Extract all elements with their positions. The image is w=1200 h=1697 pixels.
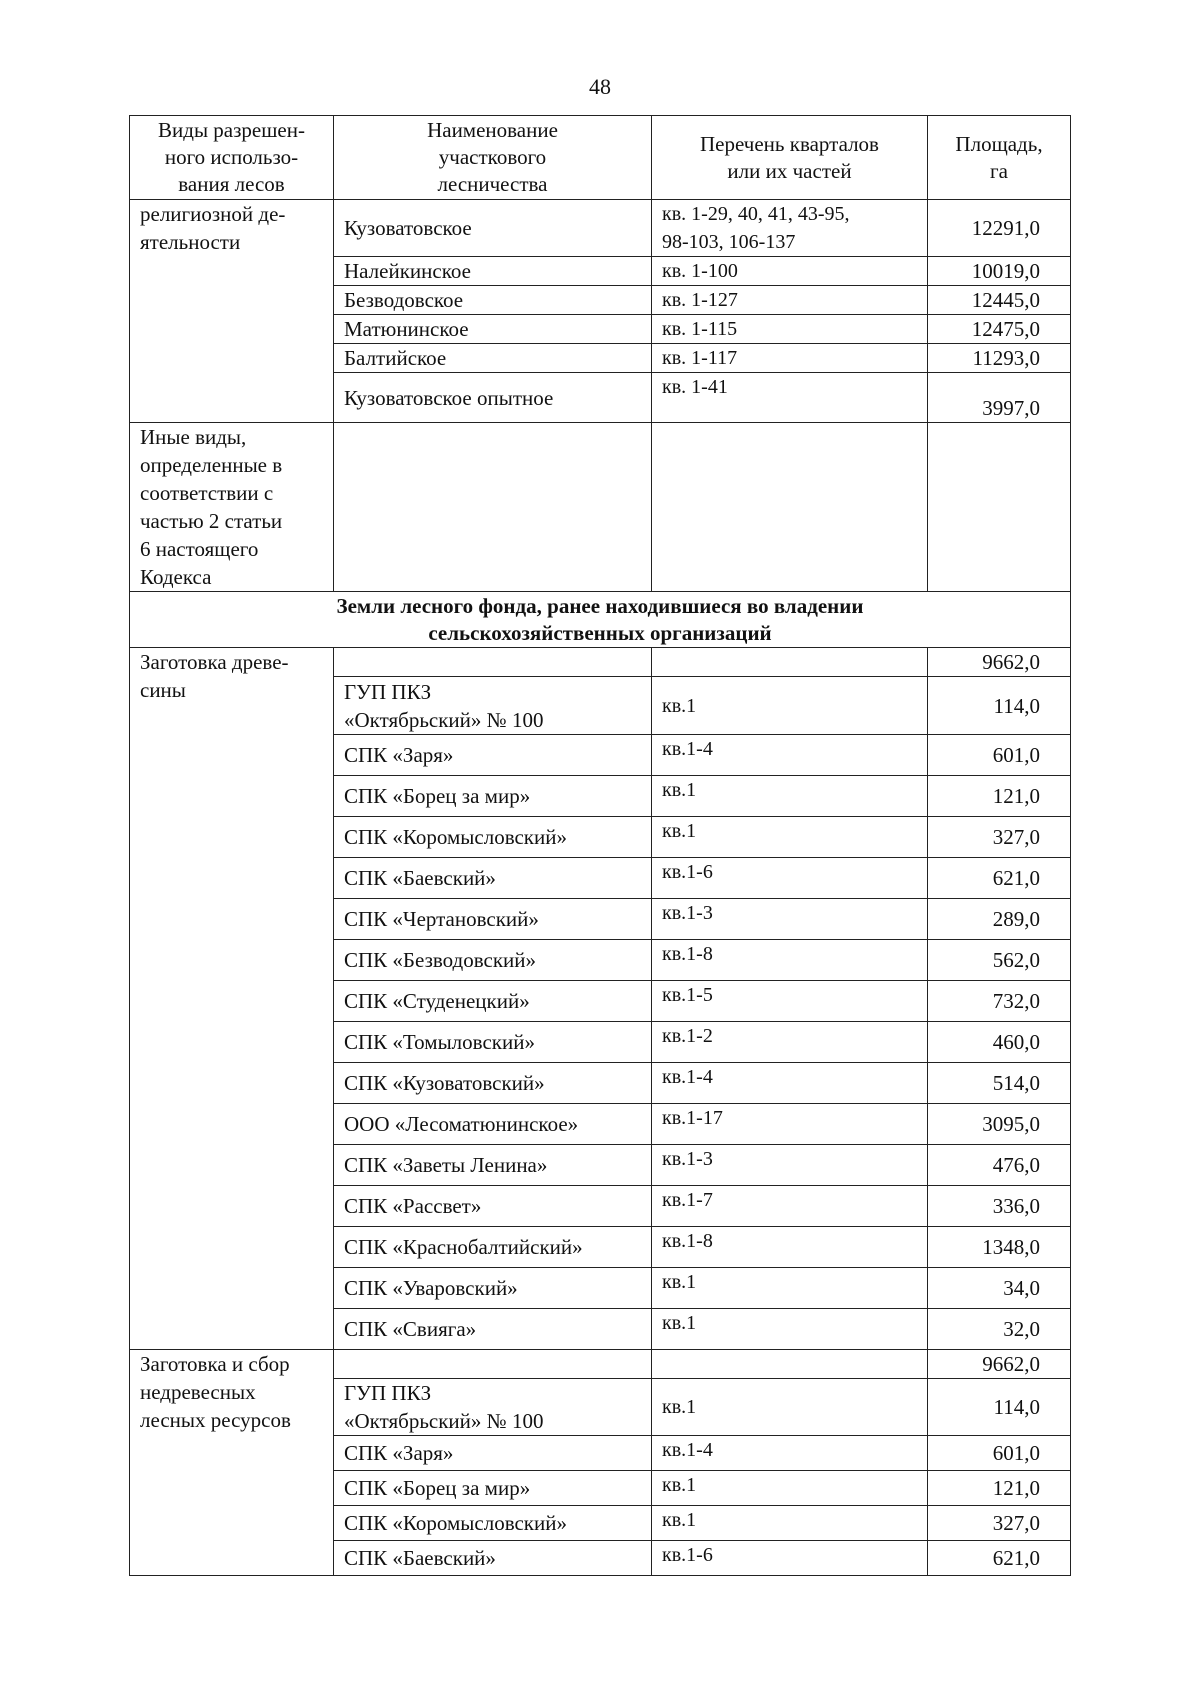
section-title	[130, 592, 1071, 648]
quarters-cell: кв.1-5	[652, 981, 928, 1022]
area-cell: 514,0	[928, 1063, 1071, 1104]
quarters-cell: кв.1	[652, 1309, 928, 1350]
section-title-row	[130, 592, 1071, 648]
area-cell: 114,0	[928, 1379, 1071, 1436]
text-line: лесничества	[437, 172, 548, 196]
header-quarters	[652, 116, 928, 200]
text-line: кв. 1-117	[662, 347, 738, 369]
area-cell: 621,0	[928, 1541, 1071, 1576]
text-line: ООО «Лесоматюнинское»	[344, 1112, 579, 1136]
area-cell: 476,0	[928, 1145, 1071, 1186]
quarters-cell: кв.1	[652, 1379, 928, 1436]
area-cell: 11293,0	[928, 344, 1071, 373]
quarters-cell	[652, 648, 928, 677]
text-line: Площадь,	[955, 131, 1043, 156]
table-row	[130, 648, 1071, 677]
area-cell: 336,0	[928, 1186, 1071, 1227]
header-row	[130, 116, 1071, 200]
use-type-cell	[130, 1350, 334, 1576]
area-cell: 12475,0	[928, 315, 1071, 344]
quarters-cell: кв.1-2	[652, 1022, 928, 1063]
organization-name-cell	[334, 1506, 652, 1541]
total-area-cell: 9662,0	[928, 1350, 1071, 1379]
text-line: СПК «Свияга»	[344, 1317, 477, 1341]
forestry-name-cell: Налейкинское	[334, 257, 652, 286]
area-cell: 601,0	[928, 735, 1071, 776]
text-line: сельскохозяйственных организаций	[428, 620, 772, 645]
table-row	[130, 1350, 1071, 1379]
organization-name-cell	[334, 858, 652, 899]
quarters-cell: кв.1-8	[652, 940, 928, 981]
text-line: определенные в	[140, 453, 283, 477]
forestry-name-cell: Матюнинское	[334, 315, 652, 344]
header-use-type	[130, 116, 334, 200]
area-cell: 3095,0	[928, 1104, 1071, 1145]
quarters-cell: кв.1	[652, 1506, 928, 1541]
text-line: СПК «Борец за мир»	[344, 784, 531, 808]
area-cell: 121,0	[928, 1471, 1071, 1506]
forestry-name-cell: Балтийское	[334, 344, 652, 373]
forestry-name-cell	[334, 648, 652, 677]
text-line: Виды разрешен-	[158, 118, 305, 142]
area-cell: 327,0	[928, 1506, 1071, 1541]
organization-name-cell	[334, 899, 652, 940]
text-line: Кодекса	[140, 565, 212, 589]
text-line: СПК «Студенецкий»	[344, 989, 530, 1013]
quarters-cell	[652, 286, 928, 315]
quarters-cell: кв.1-7	[652, 1186, 928, 1227]
area-cell	[928, 423, 1071, 592]
organization-name-cell	[334, 1436, 652, 1471]
text-line: Заготовка древе-	[140, 650, 289, 674]
table-row	[130, 423, 1071, 592]
area-cell: 460,0	[928, 1022, 1071, 1063]
organization-name-cell	[334, 817, 652, 858]
organization-name-cell	[334, 981, 652, 1022]
text-line: религиозной де-	[140, 202, 286, 226]
area-cell: 289,0	[928, 899, 1071, 940]
text-line: СПК «Борец за мир»	[344, 1476, 531, 1500]
quarters-cell: кв.1	[652, 1268, 928, 1309]
area-cell: 10019,0	[928, 257, 1071, 286]
text-line: кв. 1-115	[662, 318, 738, 340]
text-line: СПК «Уваровский»	[344, 1276, 518, 1300]
area-cell: 3997,0	[928, 373, 1071, 423]
text-line: СПК «Коромысловский»	[344, 825, 567, 849]
use-type-cell	[130, 423, 334, 592]
forestry-name-cell: Кузоватовское	[334, 200, 652, 257]
text-line: га	[990, 158, 1008, 183]
organization-name-cell	[334, 1063, 652, 1104]
text-line: вания лесов	[178, 172, 285, 196]
area-cell: 32,0	[928, 1309, 1071, 1350]
area-cell: 12291,0	[928, 200, 1071, 257]
forestry-name-cell: Безводовское	[334, 286, 652, 315]
quarters-cell: кв.1-17	[652, 1104, 928, 1145]
area-cell: 1348,0	[928, 1227, 1071, 1268]
text-line: ГУП ПКЗ	[344, 1381, 432, 1405]
text-line: «Октябрьский» № 100	[344, 707, 544, 732]
area-cell: 34,0	[928, 1268, 1071, 1309]
organization-name-cell	[334, 1471, 652, 1506]
text-line: СПК «Безводовский»	[344, 948, 537, 972]
quarters-cell: кв.1	[652, 1471, 928, 1506]
organization-name-cell	[334, 1309, 652, 1350]
quarters-cell	[652, 1350, 928, 1379]
area-cell: 621,0	[928, 858, 1071, 899]
use-type-cell	[130, 200, 334, 423]
quarters-cell: кв.1	[652, 776, 928, 817]
organization-name-cell	[334, 1186, 652, 1227]
forest-use-table	[129, 115, 1071, 1576]
area-cell: 327,0	[928, 817, 1071, 858]
quarters-cell	[652, 423, 928, 592]
quarters-cell: кв.1	[652, 817, 928, 858]
quarters-cell	[652, 315, 928, 344]
text-line: СПК «Рассвет»	[344, 1194, 482, 1218]
area-cell: 114,0	[928, 677, 1071, 735]
quarters-cell: кв.1	[652, 677, 928, 735]
organization-name-cell	[334, 1104, 652, 1145]
text-line: кв. 1-100	[662, 260, 738, 282]
text-line: СПК «Баевский»	[344, 866, 496, 890]
text-line: кв. 1-29, 40, 41, 43-95,	[662, 203, 850, 225]
quarters-cell: кв.1-6	[652, 858, 928, 899]
text-line: участкового	[438, 145, 547, 169]
text-line: 98-103, 106-137	[662, 231, 796, 253]
text-line: СПК «Заря»	[344, 743, 454, 767]
text-line: лесных ресурсов	[140, 1408, 291, 1432]
quarters-cell	[652, 200, 928, 257]
quarters-cell: кв.1-4	[652, 1063, 928, 1104]
text-line: ГУП ПКЗ	[344, 679, 432, 704]
text-line: СПК «Краснобалтийский»	[344, 1235, 583, 1259]
page-number: 48	[589, 74, 611, 99]
organization-name-cell	[334, 677, 652, 735]
quarters-cell: кв.1-4	[652, 735, 928, 776]
header-forestry	[334, 116, 652, 200]
text-line: Наименование	[427, 118, 558, 142]
quarters-cell: кв.1-3	[652, 899, 928, 940]
forestry-name-cell: Кузоватовское опытное	[334, 373, 652, 423]
header-area	[928, 116, 1071, 200]
quarters-cell: кв.1-8	[652, 1227, 928, 1268]
organization-name-cell	[334, 1145, 652, 1186]
text-line: СПК «Заветы Ленина»	[344, 1153, 548, 1177]
quarters-cell: кв.1-4	[652, 1436, 928, 1471]
text-line: ного использо-	[164, 145, 299, 169]
organization-name-cell	[334, 1227, 652, 1268]
text-line: Перечень кварталов	[700, 131, 879, 156]
text-line: СПК «Коромысловский»	[344, 1511, 567, 1535]
total-area-cell: 9662,0	[928, 648, 1071, 677]
area-cell: 601,0	[928, 1436, 1071, 1471]
use-type-cell	[130, 648, 334, 1350]
organization-name-cell	[334, 940, 652, 981]
quarters-cell	[652, 257, 928, 286]
text-line: Иные виды,	[140, 425, 247, 449]
text-line: СПК «Заря»	[344, 1441, 454, 1465]
area-cell: 121,0	[928, 776, 1071, 817]
forestry-name-cell	[334, 423, 652, 592]
text-line: СПК «Баевский»	[344, 1546, 496, 1570]
text-line: кв. 1-127	[662, 289, 738, 311]
text-line: ятельности	[140, 230, 241, 254]
text-line: Заготовка и сбор	[140, 1352, 290, 1376]
organization-name-cell	[334, 735, 652, 776]
text-line: 6 настоящего	[140, 537, 259, 561]
organization-name-cell	[334, 1541, 652, 1576]
text-line: сины	[140, 678, 186, 702]
organization-name-cell	[334, 1022, 652, 1063]
quarters-cell: кв.1-6	[652, 1541, 928, 1576]
text-line: недревесных	[140, 1380, 256, 1404]
text-line: Земли лесного фонда, ранее находившиеся во владении	[336, 593, 864, 618]
text-line: соответствии с	[140, 481, 274, 505]
text-line: СПК «Томыловский»	[344, 1030, 535, 1054]
quarters-cell: кв.1-3	[652, 1145, 928, 1186]
area-cell: 732,0	[928, 981, 1071, 1022]
text-line: или их частей	[727, 158, 852, 183]
text-line: СПК «Чертановский»	[344, 907, 539, 931]
text-line: СПК «Кузоватовский»	[344, 1071, 545, 1095]
text-line: частью 2 статьи	[140, 509, 283, 533]
organization-name-cell	[334, 776, 652, 817]
text-line: кв. 1-41	[662, 376, 728, 398]
area-cell: 12445,0	[928, 286, 1071, 315]
area-cell: 562,0	[928, 940, 1071, 981]
text-line: «Октябрьский» № 100	[344, 1409, 544, 1433]
organization-name-cell	[334, 1379, 652, 1436]
forestry-name-cell	[334, 1350, 652, 1379]
quarters-cell	[652, 373, 928, 423]
quarters-cell	[652, 344, 928, 373]
organization-name-cell	[334, 1268, 652, 1309]
table-row	[130, 200, 1071, 257]
